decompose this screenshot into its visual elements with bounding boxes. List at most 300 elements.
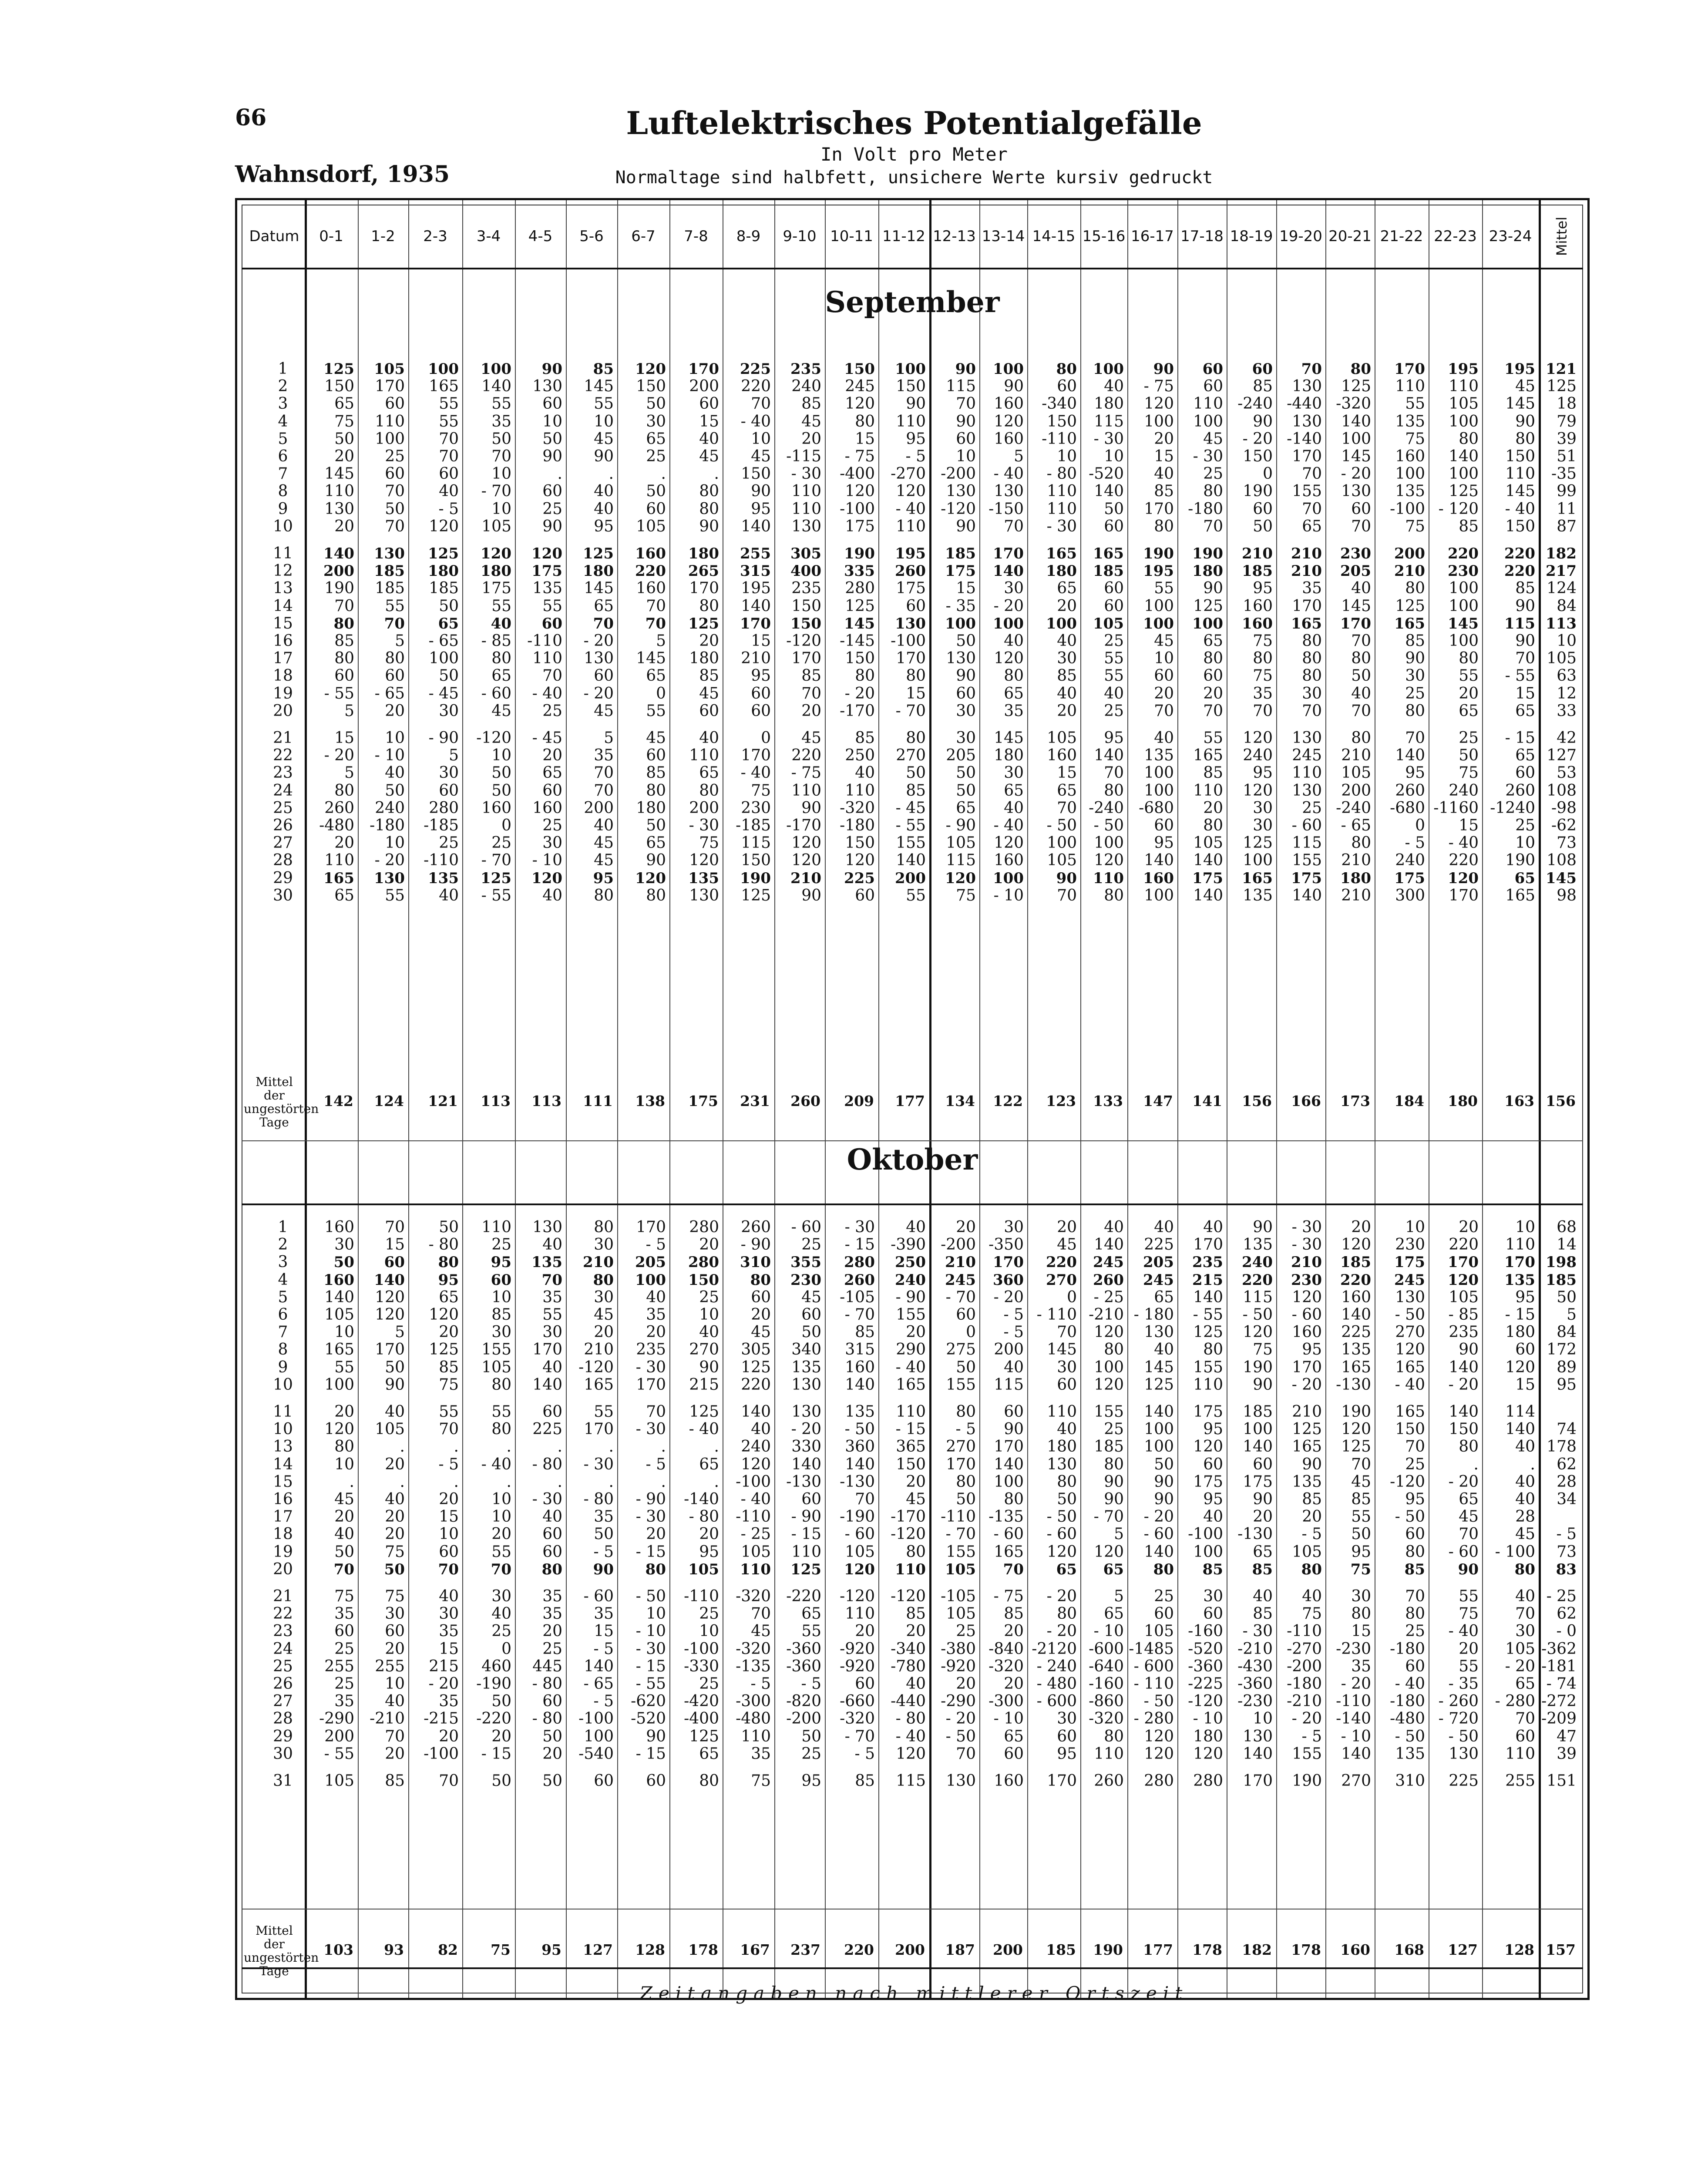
value-cell: 60 — [646, 500, 666, 518]
value-cell: 30 — [1057, 1710, 1077, 1728]
value-cell: 20 — [385, 1745, 405, 1763]
value-cell: 150 — [636, 377, 666, 395]
value-cell: 220 — [1340, 1271, 1371, 1289]
value-cell: -160 — [1089, 1675, 1124, 1693]
value-cell: -140 — [1336, 1710, 1371, 1728]
value-cell: 180 — [1047, 1438, 1077, 1456]
value-cell: 40 — [906, 1675, 926, 1693]
value-cell: - 720 — [1438, 1710, 1479, 1728]
value-cell: 120 — [1395, 1341, 1425, 1358]
value-cell: 180 — [689, 649, 719, 667]
value-cell: 30 — [491, 1587, 511, 1605]
value-cell: 20 — [385, 1640, 405, 1658]
value-cell: 30 — [439, 1605, 459, 1623]
value-cell: 70 — [646, 1403, 666, 1421]
mittel-cell: 79 — [1557, 413, 1577, 430]
mittel-value: 184 — [1394, 1093, 1424, 1109]
header-hour: 17-18 — [1180, 227, 1224, 245]
value-cell: 150 — [1505, 447, 1535, 465]
value-cell: 75 — [385, 1543, 405, 1561]
value-cell: 105 — [1093, 615, 1124, 632]
value-cell: - 55 — [481, 887, 511, 904]
value-cell: 30 — [1515, 1622, 1535, 1640]
value-cell: 80 — [1153, 1561, 1174, 1578]
value-cell: 60 — [956, 1306, 976, 1324]
value-cell: 65 — [1203, 632, 1223, 650]
value-cell: 15 — [1057, 764, 1077, 782]
value-cell: 20 — [594, 1323, 614, 1341]
mittel-cell: 73 — [1557, 834, 1577, 852]
value-cell: 60 — [1203, 667, 1223, 685]
value-cell: 75 — [751, 1772, 771, 1790]
value-cell: 310 — [1395, 1772, 1425, 1790]
day-number: 23 — [273, 1622, 293, 1640]
value-cell: - 30 — [689, 817, 719, 834]
value-cell: - 15 — [635, 1657, 666, 1675]
value-cell: 40 — [542, 1236, 562, 1254]
day-number: 23 — [273, 764, 293, 782]
value-cell: 70 — [801, 685, 821, 703]
value-cell: 95 — [438, 1271, 459, 1289]
mittel-cell: - 25 — [1546, 1587, 1577, 1605]
value-cell: 20 — [1203, 799, 1223, 817]
value-cell: 100 — [1243, 1420, 1273, 1438]
value-cell: 80 — [334, 1438, 354, 1456]
value-cell: 55 — [491, 597, 511, 615]
value-cell: 30 — [594, 1236, 614, 1254]
mittel-cell: 42 — [1557, 729, 1577, 747]
value-cell: 45 — [646, 729, 666, 747]
value-cell: - 20 — [1448, 1376, 1479, 1394]
value-cell: 210 — [1292, 1403, 1322, 1421]
value-cell: 100 — [1144, 782, 1174, 800]
value-cell: 60 — [1253, 1456, 1273, 1473]
day-number: 29 — [273, 869, 293, 887]
value-cell: - 70 — [895, 702, 926, 720]
value-cell: 65 — [801, 1605, 821, 1623]
value-cell: - 10 — [532, 851, 562, 869]
day-number: 3 — [278, 395, 288, 413]
value-cell: 80 — [333, 615, 354, 632]
value-cell: 270 — [1395, 1323, 1425, 1341]
value-cell: - 600 — [1036, 1692, 1077, 1710]
value-cell: 70 — [439, 1772, 459, 1790]
value-cell: 75 — [751, 782, 771, 800]
value-cell: - 75 — [1143, 377, 1174, 395]
value-cell: 100 — [945, 615, 976, 632]
value-cell: 90 — [1253, 413, 1273, 430]
value-cell: 55 — [491, 1543, 511, 1561]
mittel-cell: 10 — [1557, 632, 1577, 650]
value-cell: 30 — [1057, 1358, 1077, 1376]
value-cell: 70 — [1057, 799, 1077, 817]
value-cell: 70 — [1515, 649, 1535, 667]
value-cell: 210 — [1341, 746, 1371, 764]
value-cell: 190 — [1192, 545, 1223, 562]
value-cell: 25 — [334, 1675, 354, 1693]
value-cell: -110 — [1042, 430, 1077, 448]
value-cell: - 70 — [481, 851, 511, 869]
value-cell: 140 — [845, 1456, 875, 1473]
value-cell: 45 — [1459, 1508, 1479, 1526]
value-cell: 125 — [1292, 1420, 1322, 1438]
value-cell: 20 — [1351, 1218, 1371, 1236]
value-cell: 40 — [542, 1508, 562, 1526]
mittel-value: 127 — [583, 1941, 613, 1958]
value-cell: 10 — [751, 430, 771, 448]
value-cell: 160 — [1242, 615, 1273, 632]
value-cell: . — [400, 1438, 405, 1456]
value-cell: 50 — [439, 1218, 459, 1236]
value-cell: 210 — [1341, 851, 1371, 869]
value-cell: - 20 — [1505, 1657, 1535, 1675]
value-cell: -120 — [1188, 1692, 1223, 1710]
value-cell: 45 — [801, 413, 821, 430]
value-cell: 110 — [1047, 1403, 1077, 1421]
value-cell: - 30 — [635, 1420, 666, 1438]
value-cell: 40 — [385, 1692, 405, 1710]
day-number: 20 — [273, 1560, 293, 1578]
value-cell: -340 — [1042, 395, 1077, 413]
value-cell: 120 — [1341, 1420, 1371, 1438]
value-cell: 20 — [801, 430, 821, 448]
value-cell: 100 — [994, 1473, 1024, 1491]
value-cell: 80 — [1459, 1438, 1479, 1456]
value-cell: 55 — [1405, 395, 1425, 413]
value-cell: 130 — [1395, 1288, 1425, 1306]
value-cell: 65 — [1004, 1728, 1024, 1745]
value-cell: 80 — [906, 729, 926, 747]
value-cell: 20 — [542, 1745, 562, 1763]
value-cell: 170 — [636, 1218, 666, 1236]
value-cell: -120 — [891, 1525, 926, 1543]
value-cell: 100 — [895, 360, 926, 378]
value-cell: - 20 — [993, 1288, 1024, 1306]
value-cell: 160 — [1395, 447, 1425, 465]
value-cell: 70 — [1302, 500, 1322, 518]
mittel-value: 147 — [1143, 1093, 1173, 1109]
value-cell: - 50 — [1046, 817, 1077, 834]
row-divider — [242, 1967, 1583, 1969]
value-cell: 15 — [855, 430, 875, 448]
value-cell: 115 — [946, 851, 976, 869]
value-cell: 120 — [994, 649, 1024, 667]
value-cell: 80 — [1515, 430, 1535, 448]
value-cell: 180 — [1094, 395, 1124, 413]
value-cell: - 20 — [1046, 1587, 1077, 1605]
value-cell: 195 — [1143, 562, 1174, 580]
value-cell: 90 — [1459, 1341, 1479, 1358]
value-cell: 120 — [1505, 1358, 1535, 1376]
value-cell: 90 — [1056, 870, 1077, 887]
mittel-value: 128 — [1504, 1941, 1534, 1958]
value-cell: 165 — [1341, 1358, 1371, 1376]
value-cell: 20 — [334, 834, 354, 852]
value-cell: 170 — [1292, 597, 1322, 615]
day-number: 7 — [278, 465, 288, 483]
value-cell: 360 — [845, 1438, 875, 1456]
value-cell: 90 — [801, 887, 821, 904]
day-number: 11 — [273, 545, 293, 562]
value-cell: 300 — [1395, 887, 1425, 904]
value-cell: 80 — [1203, 649, 1223, 667]
value-cell: 50 — [801, 1728, 821, 1745]
header-hour: 10-11 — [830, 227, 873, 245]
header-hour: 22-23 — [1434, 227, 1477, 245]
value-cell: 155 — [1292, 1745, 1322, 1763]
value-cell: - 80 — [1046, 465, 1077, 483]
value-cell: 105 — [946, 834, 976, 852]
value-cell: 60 — [751, 1288, 771, 1306]
value-cell: 100 — [1144, 1438, 1174, 1456]
value-cell: 105 — [741, 1543, 771, 1561]
value-cell: 250 — [895, 1254, 926, 1271]
value-cell: 75 — [334, 1587, 354, 1605]
mittel-cell: 99 — [1557, 482, 1577, 500]
value-cell: 55 — [1203, 729, 1223, 747]
value-cell: 75 — [1459, 764, 1479, 782]
value-cell: -150 — [988, 500, 1024, 518]
value-cell: 145 — [1047, 1341, 1077, 1358]
value-cell: -130 — [840, 1473, 875, 1491]
value-cell: 20 — [699, 1525, 719, 1543]
value-cell: 120 — [845, 482, 875, 500]
value-cell: 125 — [790, 1561, 821, 1578]
value-cell: 15 — [751, 632, 771, 650]
value-cell: -110 — [736, 1508, 771, 1526]
value-cell: 130 — [791, 518, 821, 535]
value-cell: - 60 — [844, 1525, 875, 1543]
value-cell: 170 — [688, 360, 719, 378]
value-cell: 20 — [699, 1236, 719, 1254]
value-cell: 50 — [385, 782, 405, 800]
value-cell: 170 — [791, 649, 821, 667]
value-cell: 120 — [635, 870, 666, 887]
value-cell: 35 — [751, 1745, 771, 1763]
value-cell: 55 — [385, 887, 405, 904]
value-cell: 95 — [491, 1254, 511, 1271]
value-cell: 110 — [1094, 1745, 1124, 1763]
value-cell: 55 — [542, 1306, 562, 1324]
value-cell: . — [557, 1473, 562, 1491]
mittel-cell: 68 — [1557, 1218, 1577, 1236]
value-cell: 150 — [741, 851, 771, 869]
value-cell: 90 — [1515, 632, 1535, 650]
value-cell: 95 — [1253, 579, 1273, 597]
value-cell: 170 — [1449, 887, 1479, 904]
value-cell: 60 — [542, 1543, 562, 1561]
value-cell: - 75 — [844, 447, 875, 465]
value-cell: - 180 — [1133, 1306, 1174, 1324]
value-cell: - 30 — [1046, 518, 1077, 535]
value-cell: 90 — [541, 360, 562, 378]
value-cell: 70 — [1351, 702, 1371, 720]
day-number: 12 — [273, 562, 293, 580]
value-cell: 120 — [1193, 1745, 1223, 1763]
value-cell: -320 — [736, 1640, 771, 1658]
value-cell: -430 — [1237, 1657, 1273, 1675]
value-cell: 145 — [636, 649, 666, 667]
value-cell: 40 — [1203, 1218, 1223, 1236]
value-cell: 180 — [688, 545, 719, 562]
value-cell: -680 — [1390, 799, 1425, 817]
mittel-value: 156 — [1242, 1093, 1272, 1109]
value-cell: 195 — [895, 545, 926, 562]
value-cell: 45 — [751, 447, 771, 465]
mittel-cell: 108 — [1547, 782, 1577, 800]
value-cell: 15 — [1515, 1376, 1535, 1394]
value-cell: 180 — [583, 562, 614, 580]
value-cell: 130 — [374, 870, 405, 887]
header-hour: 16-17 — [1131, 227, 1174, 245]
value-cell: 200 — [689, 377, 719, 395]
value-cell: 10 — [385, 1675, 405, 1693]
value-cell: 105 — [1505, 1640, 1535, 1658]
value-cell: 55 — [646, 702, 666, 720]
value-cell: -120 — [891, 1587, 926, 1605]
value-cell: 150 — [896, 1456, 926, 1473]
value-cell: - 70 — [844, 1306, 875, 1324]
value-cell: 70 — [594, 764, 614, 782]
value-cell: 25 — [1104, 702, 1124, 720]
value-cell: -160 — [1188, 1622, 1223, 1640]
value-cell: 120 — [1094, 1376, 1124, 1394]
value-cell: 125 — [689, 1728, 719, 1745]
value-cell: - 5 — [854, 1745, 875, 1763]
value-cell: - 65 — [428, 632, 459, 650]
value-cell: 135 — [1243, 1236, 1273, 1254]
value-cell: 50 — [491, 1772, 511, 1790]
value-cell: 170 — [1340, 615, 1371, 632]
value-cell: -135 — [736, 1657, 771, 1675]
value-cell: - 85 — [1448, 1306, 1479, 1324]
value-cell: - 60 — [583, 1587, 614, 1605]
value-cell: 20 — [906, 1473, 926, 1491]
mittel-cell: 121 — [1546, 360, 1577, 378]
value-cell: 80 — [645, 1561, 666, 1578]
value-cell: 0 — [1067, 1288, 1077, 1306]
value-cell: 70 — [385, 1728, 405, 1745]
value-cell: 20 — [1004, 1675, 1024, 1693]
footnote: Zeitangaben nach mittlerer Ortszeit — [639, 1983, 1189, 2004]
value-cell: - 280 — [1133, 1710, 1174, 1728]
value-cell: 230 — [1448, 562, 1479, 580]
value-cell: 5 — [395, 632, 405, 650]
value-cell: 170 — [375, 377, 405, 395]
value-cell: 45 — [1154, 632, 1174, 650]
value-cell: -130 — [786, 1473, 821, 1491]
value-cell: 310 — [740, 1254, 771, 1271]
value-cell: 50 — [542, 430, 562, 448]
value-cell: -480 — [736, 1710, 771, 1728]
value-cell: 165 — [1395, 1358, 1425, 1376]
value-cell: 60 — [385, 667, 405, 685]
value-cell: 135 — [1395, 482, 1425, 500]
value-cell: 215 — [689, 1376, 719, 1394]
value-cell: 80 — [541, 1561, 562, 1578]
value-cell: 80 — [956, 1473, 976, 1491]
value-cell: - 55 — [1505, 667, 1535, 685]
value-cell: 55 — [801, 1622, 821, 1640]
mittel-cell: - 74 — [1546, 1675, 1577, 1693]
value-cell: - 5 — [905, 447, 926, 465]
value-cell: 20 — [1302, 1508, 1322, 1526]
value-cell: - 20 — [791, 1420, 821, 1438]
value-cell: 80 — [956, 1403, 976, 1421]
mittel-value: 209 — [844, 1093, 874, 1109]
value-cell: -290 — [319, 1710, 354, 1728]
value-cell: 80 — [750, 1271, 771, 1289]
value-cell: 65 — [1459, 702, 1479, 720]
value-cell: 60 — [334, 667, 354, 685]
value-cell: -100 — [840, 500, 875, 518]
value-cell: 110 — [791, 500, 821, 518]
value-cell: 75 — [1253, 1341, 1273, 1358]
value-cell: - 90 — [428, 729, 459, 747]
value-cell: 110 — [1193, 782, 1223, 800]
value-cell: 140 — [1193, 1288, 1223, 1306]
value-cell: 230 — [741, 799, 771, 817]
value-cell: 35 — [334, 1692, 354, 1710]
value-cell: -270 — [891, 465, 926, 483]
value-cell: -110 — [1287, 1622, 1322, 1640]
value-cell: 140 — [1449, 1358, 1479, 1376]
value-cell: 55 — [542, 597, 562, 615]
mittel-cell: 87 — [1557, 518, 1577, 535]
value-cell: 60 — [1154, 817, 1174, 834]
value-cell: 20 — [1459, 1218, 1479, 1236]
value-cell: 20 — [1459, 1640, 1479, 1658]
value-cell: 165 — [1193, 746, 1223, 764]
day-number: 31 — [273, 1772, 293, 1790]
value-cell: 150 — [1505, 518, 1535, 535]
value-cell: 400 — [790, 562, 821, 580]
value-cell: - 65 — [1341, 817, 1371, 834]
mittel-cell: 198 — [1546, 1254, 1577, 1271]
value-cell: 170 — [584, 1420, 614, 1438]
value-cell: - 50 — [1448, 1728, 1479, 1745]
value-cell: 115 — [1094, 413, 1124, 430]
value-cell: -390 — [891, 1236, 926, 1254]
value-cell: 260 — [1094, 1772, 1124, 1790]
value-cell: -600 — [1089, 1640, 1124, 1658]
day-number: 22 — [273, 746, 293, 764]
header-mittel-label: Mittel — [1553, 216, 1570, 256]
value-cell: 15 — [334, 729, 354, 747]
mittel-value: 163 — [1504, 1093, 1534, 1109]
value-cell: 50 — [801, 1323, 821, 1341]
value-cell: - 20 — [1143, 1508, 1174, 1526]
value-cell: 210 — [1291, 545, 1322, 562]
value-cell: 50 — [491, 430, 511, 448]
header-hour: 12-13 — [933, 227, 976, 245]
value-cell: 60 — [384, 1254, 405, 1271]
value-cell: 60 — [1203, 1605, 1223, 1623]
value-cell: 45 — [334, 1490, 354, 1508]
day-number: 7 — [278, 1323, 288, 1341]
value-cell: 90 — [1515, 597, 1535, 615]
value-cell: 230 — [790, 1271, 821, 1289]
value-cell: 220 — [791, 746, 821, 764]
day-number: 27 — [273, 834, 293, 852]
value-cell: 130 — [895, 615, 926, 632]
value-cell: 245 — [1394, 1271, 1425, 1289]
value-cell: 460 — [481, 1657, 511, 1675]
value-cell: 60 — [956, 430, 976, 448]
value-cell: 180 — [1192, 562, 1223, 580]
value-cell: 60 — [385, 395, 405, 413]
value-cell: 90 — [1458, 1561, 1479, 1578]
